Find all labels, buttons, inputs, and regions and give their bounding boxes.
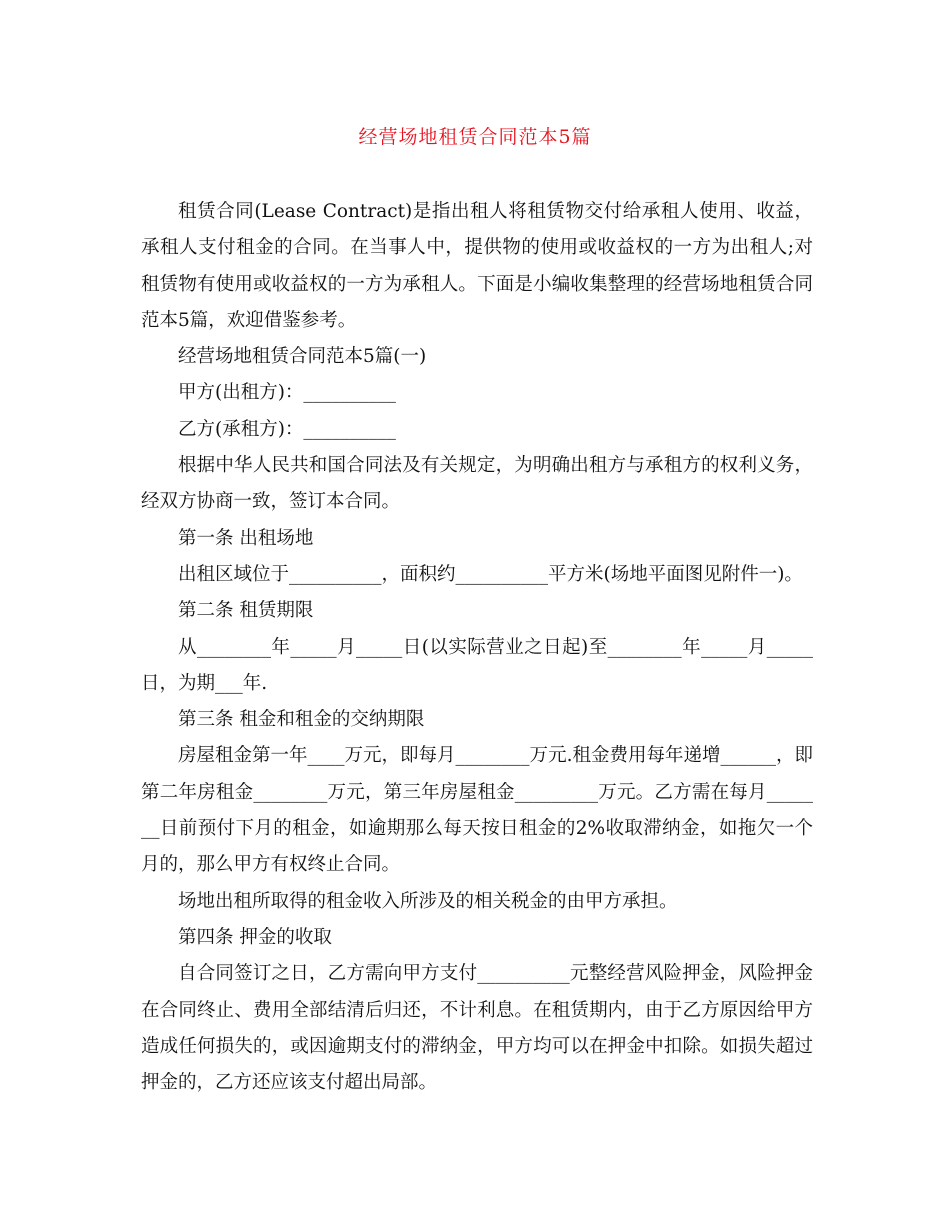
intro-paragraph: 租赁合同(Lease Contract)是指出租人将租赁物交付给承租人使用、收益，承租人支付租金的合同。在当事人中，提供物的使用或收益权的一方为出租人;对租赁物有使用或收益权的一方为承租人。下面是小编收集整理的经营场地租赁合同范本5篇，欢迎借鉴参考。: [141, 201, 813, 331]
article-3-text: 房屋租金第一年____万元，即每月________万元.租金费用每年递增______，即第二年房租金________万元，第三年房屋租金_________万元。乙方需在每月_______日前预付下月的租金，如逾期那么每天按日租金的2%收取滞纳金，如拖欠一个月的，那么甲方有权终止合同。: [141, 745, 813, 876]
article-4-text: 自合同签订之日，乙方需向甲方支付__________元整经营风险押金，风险押金在合同终止、费用全部结清后归还，不计利息。在租赁期内，由于乙方原因给甲方造成任何损失的，或因逾期支付的滞纳金，甲方均可以在押金中扣除。如损失超过押金的，乙方还应该支付超出局部。: [141, 963, 813, 1094]
article-3-heading: 第三条 租金和租金的交纳期限: [178, 709, 425, 731]
preamble-paragraph: 根据中华人民共和国合同法及有关规定，为明确出租方与承租方的权利义务，经双方协商一致，签订本合同。: [141, 455, 813, 513]
article-1-text: 出租区域位于__________，面积约__________平方米(场地平面图见附件一)。: [178, 563, 803, 585]
party-b-line: 乙方(承租方)：__________: [178, 418, 396, 440]
article-2-heading: 第二条 租赁期限: [178, 600, 314, 622]
article-2-text: 从________年_____月_____日(以实际营业之日起)至________年_____月_____日，为期___年.: [141, 636, 813, 694]
article-3-tax-text: 场地出租所取得的租金收入所涉及的相关税金的由甲方承担。: [178, 890, 678, 912]
document-title: 经营场地租赁合同范本5篇: [358, 126, 592, 148]
contract-heading: 经营场地租赁合同范本5篇(一): [178, 346, 427, 368]
party-a-line: 甲方(出租方)：__________: [178, 382, 396, 404]
document-body: [141, 194, 813, 1101]
article-4-heading: 第四条 押金的收取: [178, 926, 332, 948]
article-1-heading: 第一条 出租场地: [178, 527, 314, 549]
